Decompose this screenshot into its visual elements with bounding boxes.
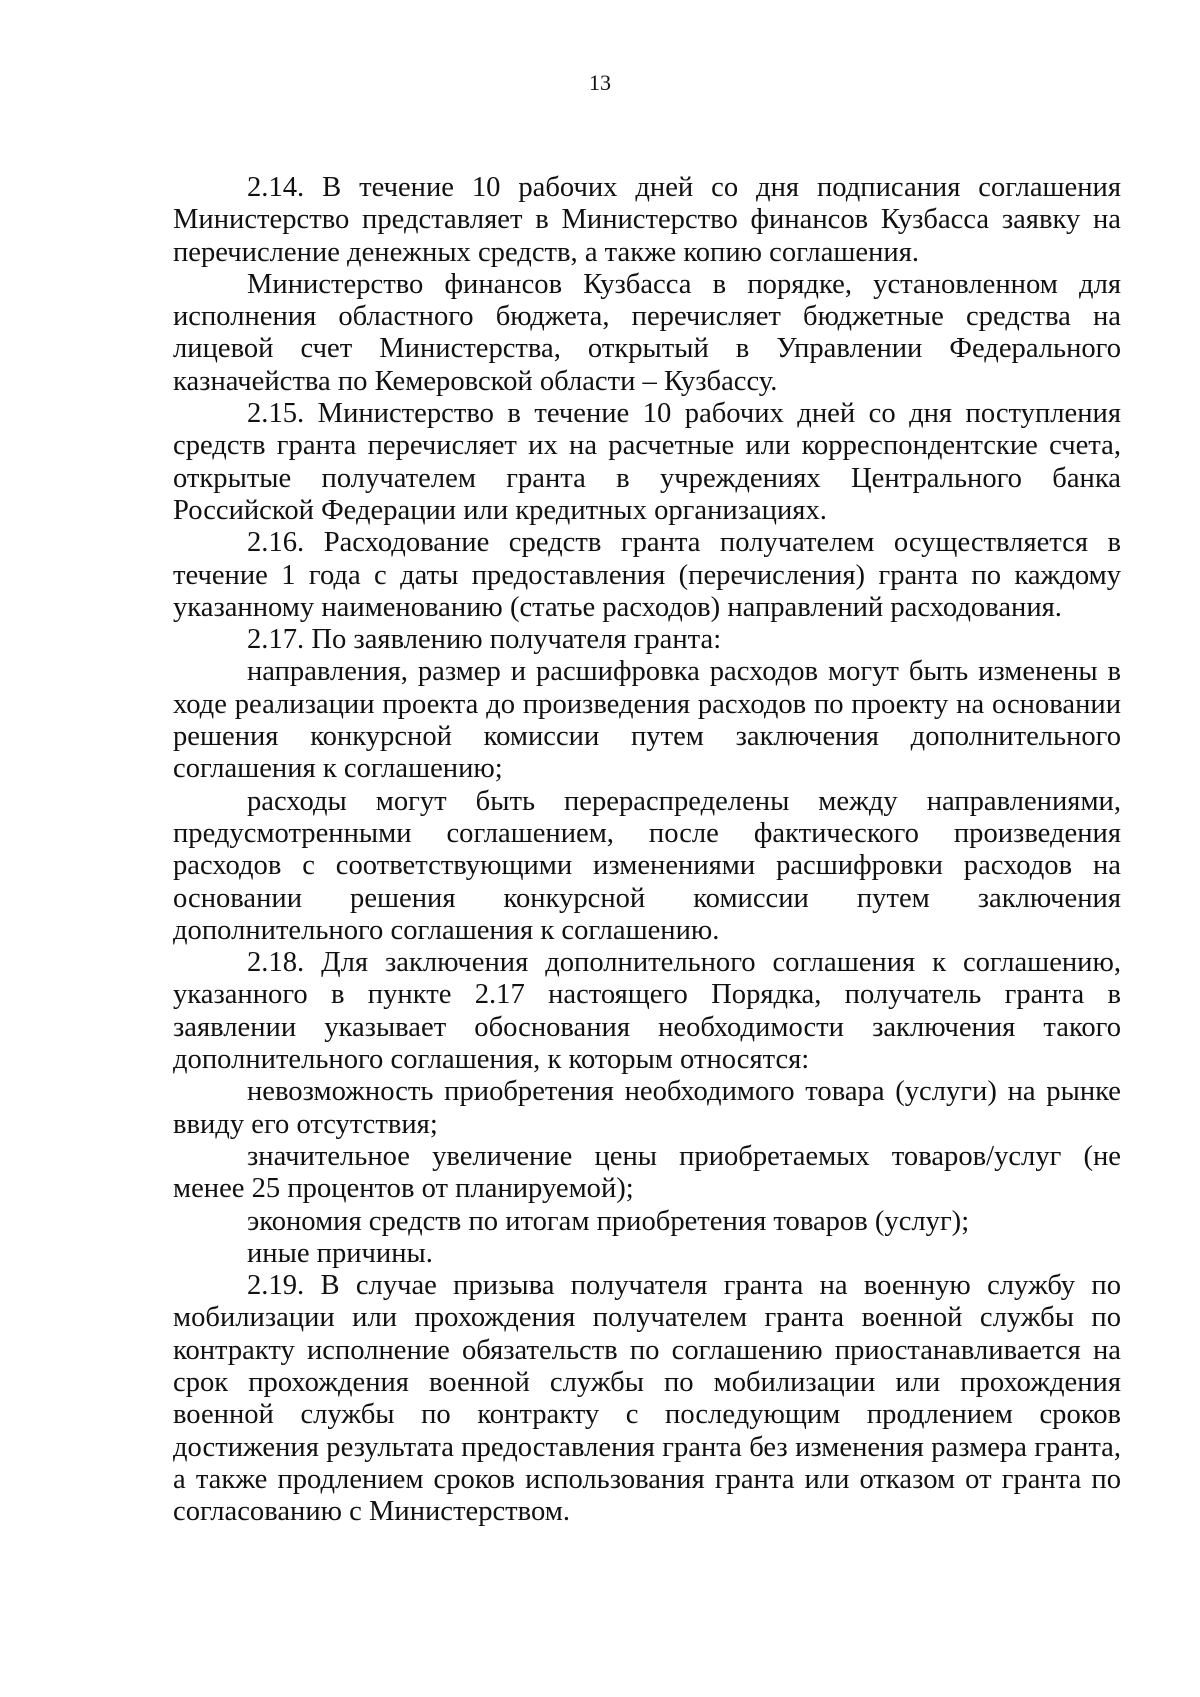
- paragraph-2-18-reason-2: значительное увеличение цены приобретаемых товаров/услуг (не менее 25 процентов от планируемой);: [173, 1140, 1121, 1205]
- paragraph-treasury-transfer: Министерство финансов Кузбасса в порядке, установленном для исполнения областного бюджета, перечисляет бюджетные средства на лицевой счет Министерства, открытый в Управлении Федерального казначейства по Кемеровской области – Кузбассу.: [173, 268, 1121, 397]
- paragraph-2-18: 2.18. Для заключения дополнительного соглашения к соглашению, указанного в пункте 2.17 настоящего Порядка, получатель гранта в заявлении указывает обоснования необходимости заключения такого дополнительного соглашения, к которым относятся:: [173, 947, 1121, 1076]
- paragraph-2-18-reason-3: экономия средств по итогам приобретения товаров (услуг);: [247, 1205, 970, 1237]
- paragraph-2-14: 2.14. В течение 10 рабочих дней со дня подписания соглашения Министерство представляет в Министерство финансов Кузбасса заявку на перечисление денежных средств, а также копию соглашения.: [173, 172, 1121, 268]
- page-number: 13: [589, 70, 611, 95]
- paragraph-2-17-item-1: направления, размер и расшифровка расходов могут быть изменены в ходе реализации проекта до произведения расходов по проекту на основании решения конкурсной комиссии путем заключения дополнительного соглашения к соглашению;: [173, 656, 1121, 785]
- document-body: [173, 172, 1121, 1528]
- paragraph-2-18-reason-4: иные причины.: [247, 1237, 433, 1269]
- paragraph-2-17: 2.17. По заявлению получателя гранта:: [247, 624, 722, 656]
- paragraph-2-18-reason-1: невозможность приобретения необходимого товара (услуги) на рынке ввиду его отсутствия;: [173, 1076, 1121, 1140]
- paragraph-2-16: 2.16. Расходование средств гранта получателем осуществляется в течение 1 года с даты предоставления (перечисления) гранта по каждому указанному наименованию (статье расходов) направлений расходования.: [173, 527, 1121, 623]
- paragraph-2-17-item-2: расходы могут быть перераспределены между направлениями, предусмотренными соглашением, после фактического произведения расходов с соответствующими изменениями расшифровки расходов на основании решения конкурсной комиссии путем заключения дополнительного соглашения к соглашению.: [173, 785, 1121, 946]
- paragraph-2-19: 2.19. В случае призыва получателя гранта на военную службу по мобилизации или прохождения получателем гранта военной службы по контракту исполнение обязательств по соглашению приостанавливается на срок прохождения военной службы по мобилизации или прохождения военной службы по контракту с последующим продлением сроков достижения результата предоставления гранта без изменения размера гранта, а также продлением сроков использования гранта или отказом от гранта по согласованию с Министерством.: [173, 1270, 1121, 1528]
- paragraph-2-15: 2.15. Министерство в течение 10 рабочих дней со дня поступления средств гранта перечисляет их на расчетные или корреспондентские счета, открытые получателем гранта в учреждениях Центрального банка Российской Федерации или кредитных организациях.: [173, 398, 1121, 526]
